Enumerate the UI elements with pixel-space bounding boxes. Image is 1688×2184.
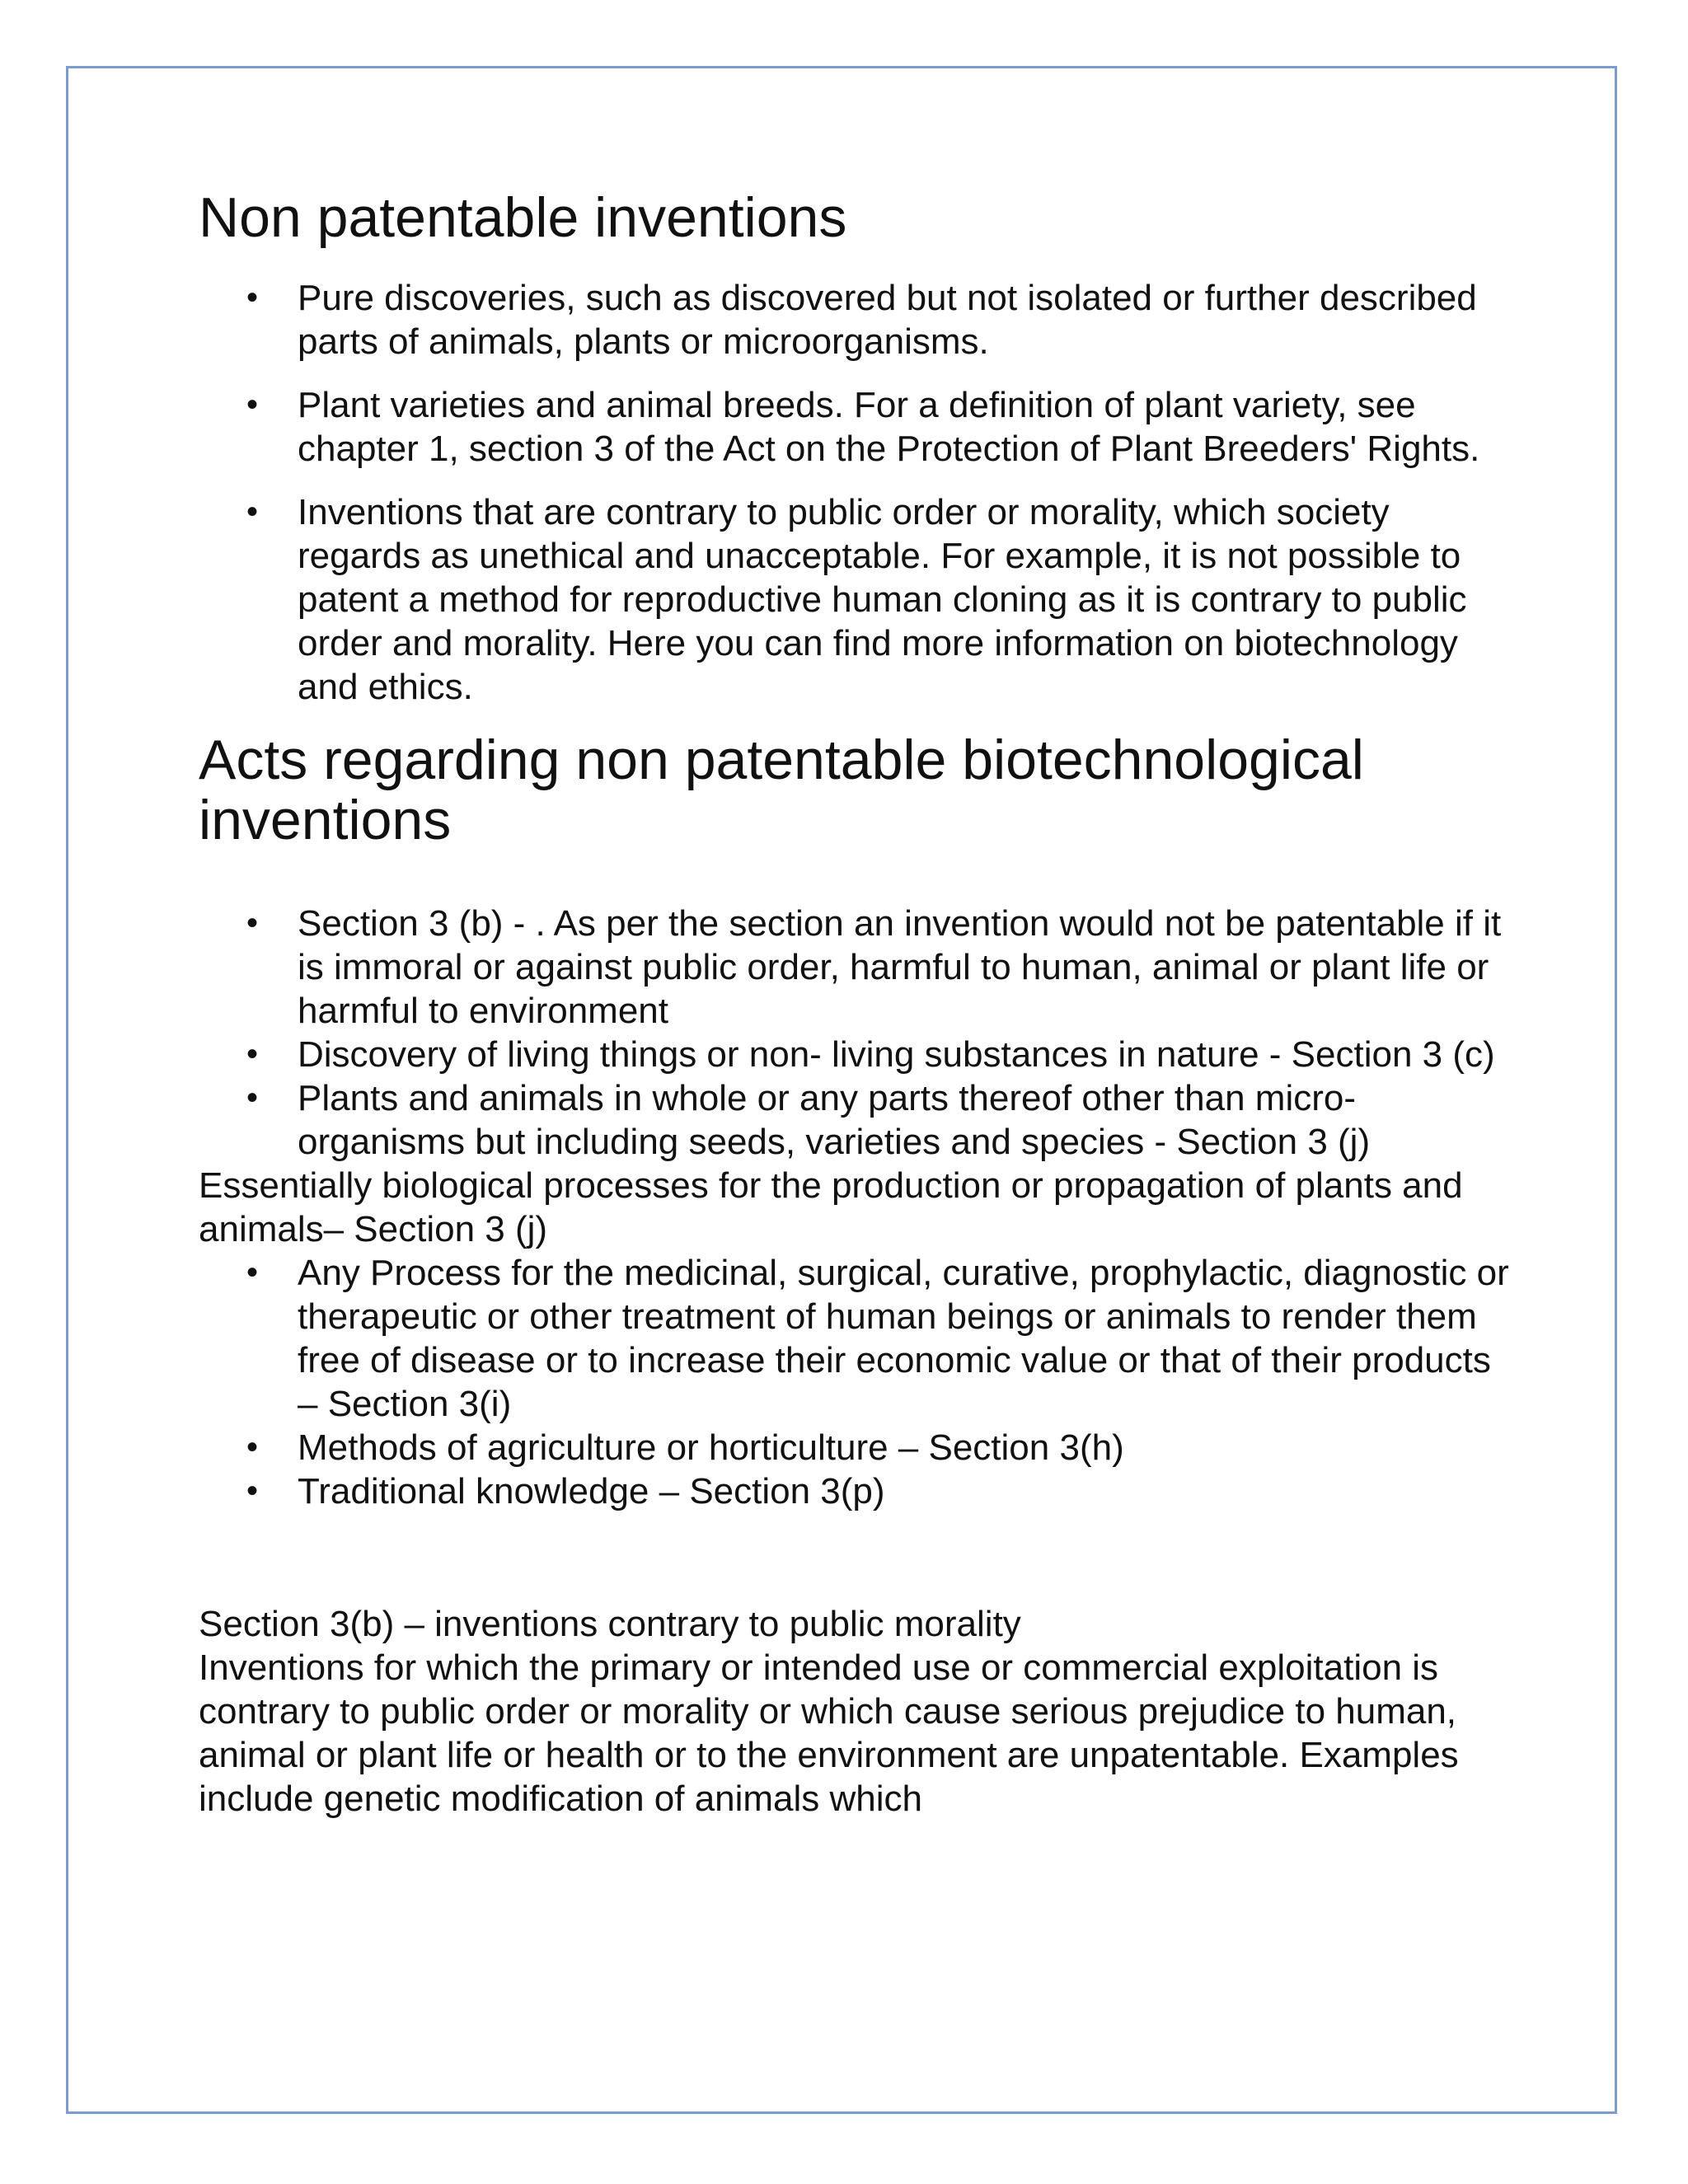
list-item <box>199 1076 1509 1164</box>
acts-list-b <box>199 1251 1509 1513</box>
bullet-icon: • <box>246 1429 259 1465</box>
essentially-biological-paragraph: Essentially biological processes for the production or propagation of plants and animals– Section 3 (j) <box>199 1165 1463 1249</box>
spacer <box>199 1513 1501 1602</box>
bullet-icon: • <box>246 494 259 530</box>
list-item <box>199 1251 1509 1426</box>
list-item-text: Plant varieties and animal breeds. For a definition of plant variety, see chapter 1, section 3 of the Act on the Protection of Plant Breeders' Rights. <box>298 385 1480 469</box>
section-3b-body: Inventions for which the primary or intended use or commercial exploitation is contrary to public order or morality or which cause serious prejudice to human, animal or plant life or health or to the environment are unpatentable. Examples include genetic modification of animals which <box>199 1647 1459 1819</box>
bullet-icon: • <box>246 387 259 423</box>
list-item-text: Discovery of living things or non- living substances in nature - Section 3 (c) <box>298 1034 1495 1075</box>
heading-acts-regarding: Acts regarding non patentable biotechnological inventions <box>199 729 1364 851</box>
list-item <box>199 490 1509 709</box>
bullet-icon: • <box>246 1254 259 1291</box>
list-item-text: Traditional knowledge – Section 3(p) <box>298 1471 885 1511</box>
list-item <box>199 1469 1509 1513</box>
list-item <box>199 383 1509 471</box>
list-item <box>199 276 1509 363</box>
heading-non-patentable-inventions: Non patentable inventions <box>199 186 847 249</box>
document-content <box>199 186 1509 1821</box>
bullet-icon: • <box>246 1080 259 1116</box>
list-item-text: Inventions that are contrary to public order or morality, which society regards as unethical and unacceptable. For example, it is not possible to patent a method for reproductive human cloning as it is contrary to public order and morality. Here you can find more information on biotechnology and ethics. <box>298 492 1467 707</box>
bullet-icon: • <box>246 1036 259 1072</box>
list-item <box>199 1426 1509 1469</box>
bullet-icon: • <box>246 279 259 316</box>
list-item <box>199 902 1509 1033</box>
list-item-text: Plants and animals in whole or any parts thereof other than micro-organisms but including seeds, varieties and species - Section 3 (j) <box>298 1078 1371 1162</box>
acts-list-a <box>199 902 1501 1164</box>
bullet-icon: • <box>246 905 259 941</box>
section-3b-title: Section 3(b) – inventions contrary to public morality <box>199 1604 1021 1644</box>
non-patentable-list <box>199 276 1501 709</box>
list-item-text: Methods of agriculture or horticulture – Section 3(h) <box>298 1427 1124 1468</box>
list-item <box>199 1033 1509 1076</box>
list-item-text: Section 3 (b) - . As per the section an invention would not be patentable if it is immoral or against public order, harmful to human, animal or plant life or harmful to environment <box>298 903 1502 1031</box>
list-item-text: Pure discoveries, such as discovered but not isolated or further described parts of animals, plants or microorganisms. <box>298 278 1477 362</box>
list-item-text: Any Process for the medicinal, surgical, curative, prophylactic, diagnostic or therapeutic or other treatment of human beings or animals to render them free of disease or to increase their economic value or that of their products – Section 3(i) <box>298 1253 1509 1424</box>
bullet-icon: • <box>246 1473 259 1509</box>
